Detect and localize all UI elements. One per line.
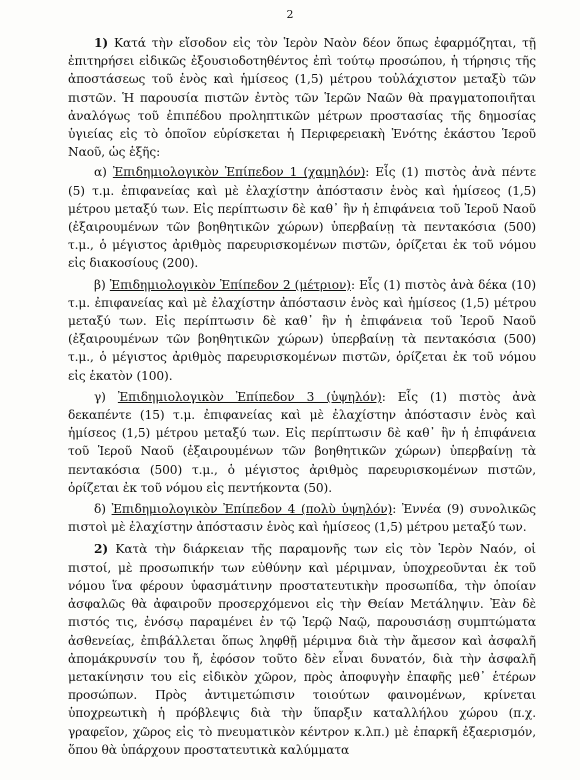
level-item-alpha — [68, 163, 536, 272]
level-text: : Εἷς (1) πιστὸς ἀνὰ δεκαπέντε (15) τ.μ. ἐπιφανείας καὶ μὲ ἐλαχίστην ἀπόστασιν ἑνὸς καὶ ἡμίσεος (1,5) μέτρου μεταξύ των. Εἰς περίπτωσιν δὲ καθ᾽ ἣν ἡ ἐπιφάνεια τοῦ Ἱεροῦ Ναοῦ (ἐξαιρουμένων τῶν βοηθητικῶν χώρων) ὑπερβαίνῃ τὰ πεντακόσια (500) τ.μ., ὁ μέγιστος ἀριθμὸς παρευρισκομένων πιστῶν, ὁρίζεται ἐκ τοῦ νόμου εἰς πεντήκοντα (50). — [68, 389, 536, 495]
paragraph-1-number: 1) — [94, 36, 109, 50]
level-label: Ἐπιδημιολογικὸν Ἐπίπεδον 1 (χαμηλόν) — [112, 165, 366, 180]
paragraph-2-number: 2) — [94, 542, 109, 557]
level-label: Ἐπιδημιολογικὸν Ἐπίπεδον 2 (μέτριον) — [109, 277, 351, 292]
level-marker: α) — [94, 165, 113, 180]
level-marker: γ) — [94, 389, 118, 404]
document-body — [68, 34, 536, 759]
level-text: : Εἷς (1) πιστὸς ἀνὰ δέκα (10) τ.μ. ἐπιφανείας καὶ μὲ ἐλαχίστην ἀπόστασιν ἑνὸς καὶ ἡμίσεος (1,5) μέτρου μεταξύ των. Εἰς περίπτωσιν δὲ καθ᾽ ἣν ἡ ἐπιφάνεια τοῦ Ἱεροῦ Ναοῦ (ἐξαιρουμένων τῶν βοηθητικῶν χώρων) ὑπερβαίνῃ τὰ πεντακόσια (500) τ.μ., ὁ μέγιστος ἀριθμὸς παρευρισκομένων πιστῶν, ὁρίζεται ἐκ τοῦ νόμου εἰς ἑκατὸν (100). — [68, 277, 536, 383]
paragraph-2 — [68, 540, 536, 758]
level-marker: δ) — [94, 502, 112, 517]
level-marker: β) — [94, 277, 110, 292]
level-label: Ἐπιδημιολογικὸν Ἐπίπεδον 3 (ὑψηλόν) — [117, 389, 382, 404]
level-item-delta — [68, 500, 536, 536]
paragraph-1 — [68, 34, 536, 161]
paragraph-2-text: Κατὰ τὴν διάρκειαν τῆς παραμονῆς των εἰς τὸν Ἱερὸν Ναόν, οἱ πιστοί, μὲ προσωπικήν των εὐθύνην καὶ μέριμναν, ὑποχρεοῦνται ἐκ τοῦ νόμου ἵνα φέρουν ὑφασμάτινην προστατευτικὴν προσωπίδα, τὴν ὁποίαν ἀσφαλῶς θὰ ἀφαιροῦν προσερχόμενοι εἰς τὴν Θείαν Μετάληψιν. Ἐὰν δὲ πιστός τις, ἐνόσῳ παραμένει ἐν τῷ Ἱερῷ Ναῷ, παρουσιάσῃ συμπτώματα ἀσθενείας, ἐπιβάλλεται ὅπως ληφθῇ μέριμνα διὰ τὴν ἄμεσον καὶ ἀσφαλῆ ἀπομάκρυνσίν του ἤ, ἐφόσον τοῦτο δὲν εἶναι δυνατόν, διὰ τὴν ἀσφαλῆ μετακίνησιν του εἰς εἰδικὸν χῶρον, πρὸς ἀποφυγὴν ἐπαφῆς μεθ᾽ ἑτέρων προσώπων. Πρὸς ἀντιμετώπισιν τοιούτων φαινομένων, κρίνεται ὑποχρεωτικὴ ἡ πρόβλεψις διὰ τὴν ὕπαρξιν καταλλήλου χώρου (π.χ. γραφεῖον, χῶρος εἰς τὸ πνευματικὸν κέντρον κ.λπ.) μὲ ἐπαρκῆ ἐξαερισμόν, ὅπου θὰ ὑπάρχουν προστατευτικὰ καλύμματα — [68, 542, 536, 757]
level-text: : Ἐννέα (9) συνολικῶς πιστοὶ μὲ ἐλαχίστην ἀπόστασιν ἑνὸς καὶ ἡμίσεος (1,5) μέτρου μεταξύ των. — [68, 502, 536, 535]
level-text: : Εἷς (1) πιστὸς ἀνὰ πέντε (5) τ.μ. ἐπιφανείας καὶ μὲ ἐλαχίστην ἀπόστασιν ἑνὸς καὶ ἡμίσεος (1,5) μέτρου μεταξύ των. Εἰς περίπτωσιν δὲ καθ᾽ ἣν ἡ ἐπιφάνεια τοῦ Ἱεροῦ Ναοῦ (ἐξαιρουμένων τῶν βοηθητικῶν χώρων) ὑπερβαίνῃ τὰ πεντακόσια (500) τ.μ., ὁ μέγιστος ἀριθμὸς παρευρισκομένων πιστῶν, ὁρίζεται ἐκ τοῦ νόμου εἰς διακοσίους (200). — [68, 165, 536, 271]
level-item-beta — [68, 276, 536, 385]
level-item-gamma — [68, 388, 536, 497]
level-label: Ἐπιδημιολογικὸν Ἐπίπεδον 4 (πολὺ ὑψηλόν) — [111, 502, 393, 517]
page-number: 2 — [286, 8, 294, 21]
paragraph-1-text: Κατά τὴν εἴσοδον εἰς τὸν Ἱερὸν Ναὸν δέον ὅπως ἐφαρμόζηται, τῇ ἐπιτηρήσει εἰδικῶς ἐξουσιοδοτηθέντος ἐπὶ τούτῳ προσώπου, ἡ τήρησις τῆς ἀποστάσεως τοῦ ἑνὸς καὶ ἡμίσεος (1,5) μέτρου τοὐλάχιστον μεταξὺ τῶν πιστῶν. Ἡ παρουσία πιστῶν ἐντὸς τῶν Ἱερῶν Ναῶν θὰ πραγματοποιῆται ἀναλόγως τοῦ ἐπιπέδου προληπτικῶν μέτρων προστασίας τῆς δημοσίας ὑγιείας εἰς τὸ ὁποῖον εὑρίσκεται ἡ Περιφερειακὴ Ἑνότης ἑκάστου Ἱεροῦ Ναοῦ, ὡς ἑξῆς: — [68, 36, 536, 160]
